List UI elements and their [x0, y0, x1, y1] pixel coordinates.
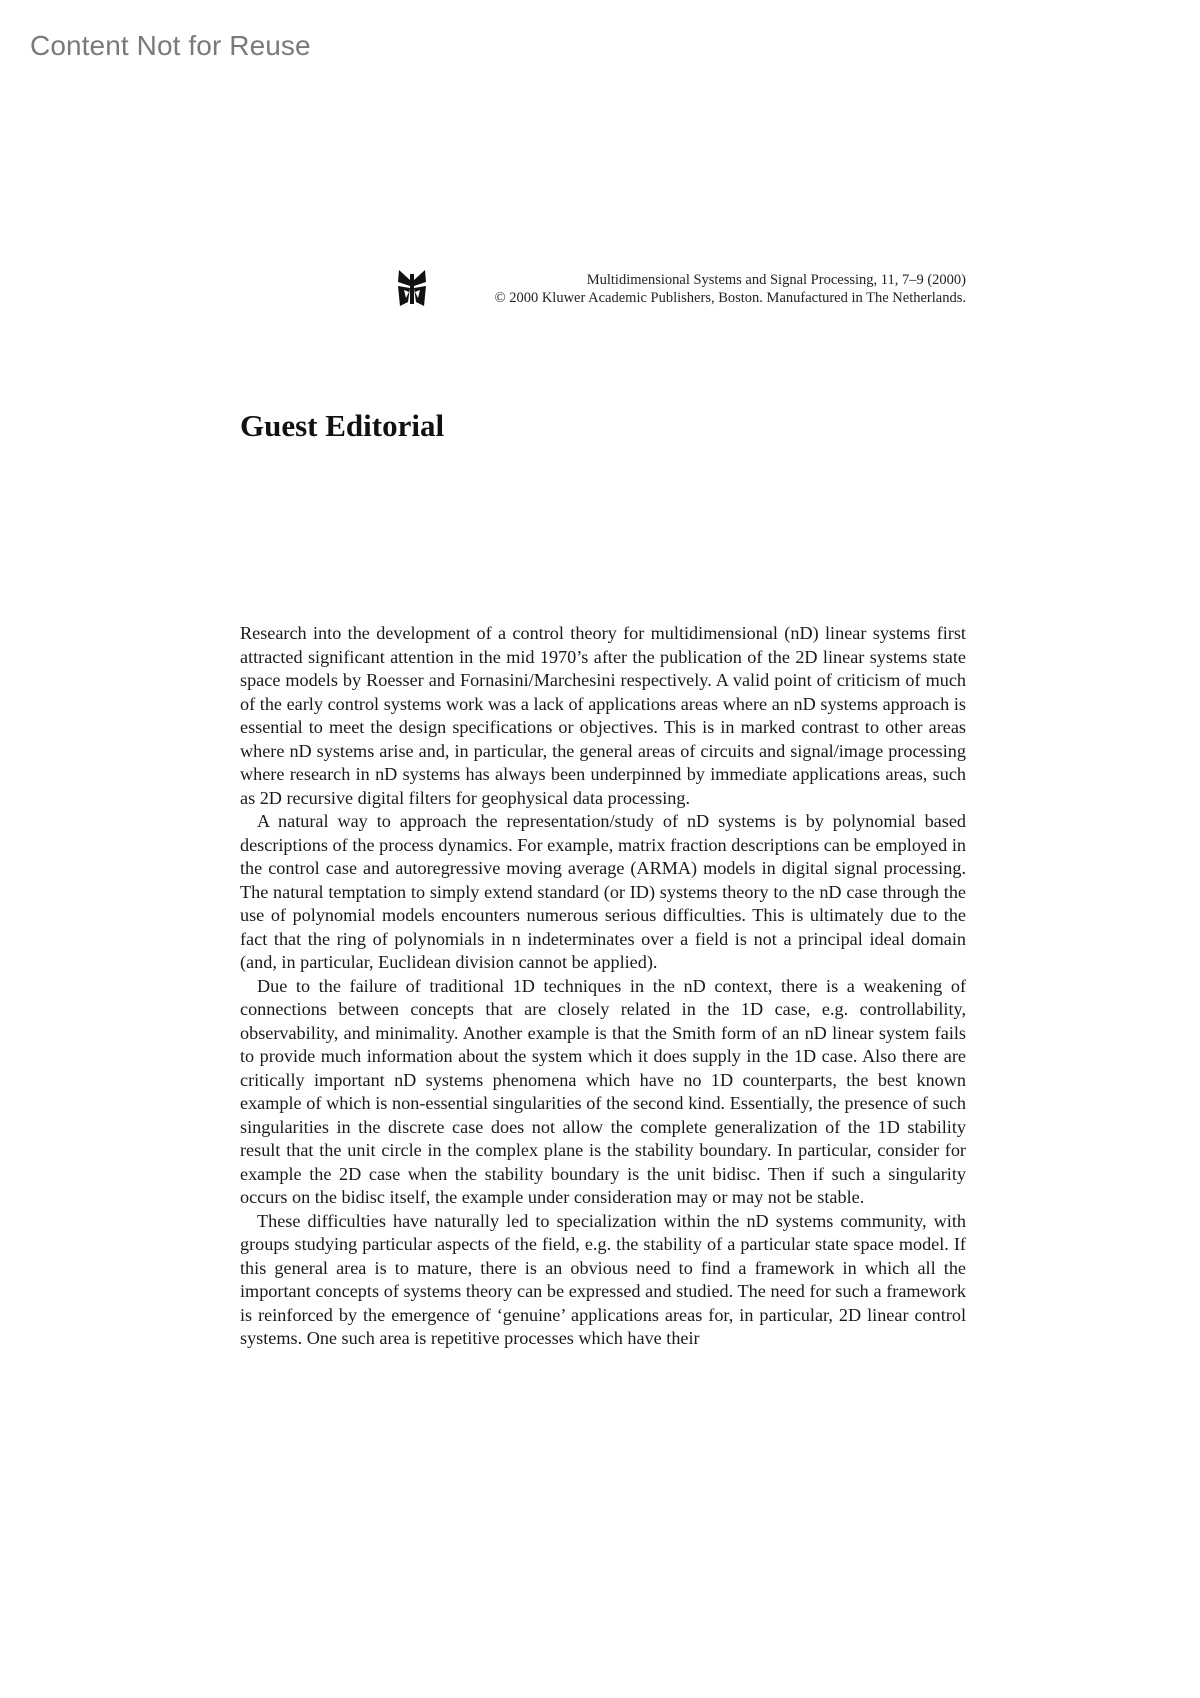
watermark: Content Not for Reuse: [30, 30, 311, 61]
article-body: [240, 622, 966, 1351]
paragraph-2: A natural way to approach the representation/study of nD systems is by polynomial based descriptions of the process dynamics. For example, matrix fraction descriptions can be employed in the control case and autoregressive moving average (ARMA) models in digital signal processing. The natural temptation to simply extend standard (or ID) systems theory to the nD case through the use of polynomial models encounters numerous serious difficulties. This is ultimately due to the fact that the ring of polynomials in n indeterminates over a field is not a principal ideal domain (and, in particular, Euclidean division cannot be applied).: [240, 811, 966, 972]
journal-citation: Multidimensional Systems and Signal Processing, 11, 7–9 (2000): [586, 272, 966, 288]
copyright-notice: © 2000 Kluwer Academic Publishers, Boston. Manufactured in The Netherlands.: [494, 290, 966, 306]
article-title: Guest Editorial: [240, 408, 445, 443]
paragraph-1: Research into the development of a control theory for multidimensional (nD) linear systems first attracted significant attention in the mid 1970’s after the publication of the 2D linear systems state space models by Roesser and Fornasini/Marchesini respectively. A valid point of criticism of much of the early control systems work was a lack of applications areas where an nD systems approach is essential to meet the design specifications or objectives. This is in marked contrast to other areas where nD systems arise and, in particular, the general areas of circuits and signal/image processing where research in nD systems has always been underpinned by immediate applications areas, such as 2D recursive digital filters for geophysical data processing.: [240, 623, 966, 808]
paragraph-3: Due to the failure of traditional 1D techniques in the nD context, there is a weakening of connections between concepts that are closely related in the 1D case, e.g. controllability, observability, and minimality. Another example is that the Smith form of an nD linear system fails to provide much information about the system which it does supply in the 1D case. Also there are critically important nD systems phenomena which have no 1D counterparts, the best known example of which is non-essential singularities of the second kind. Essentially, the presence of such singularities in the discrete case does not allow the complete generalization of the 1D stability result that the unit circle in the complex plane is the stability boundary. In particular, consider for example the 2D case when the stability boundary is the unit bidisc. Then if such a singularity occurs on the bidisc itself, the example under consideration may or may not be stable.: [240, 975, 966, 1207]
journal-header: [396, 268, 966, 308]
paragraph-4: These difficulties have naturally led to specialization within the nD systems community, with groups studying particular aspects of the field, e.g. the stability of a particular state space model. If this general area is to mature, there is an obvious need to find a framework in which all the important concepts of systems theory can be expressed and studied. The need for such a framework is reinforced by the emergence of ‘genuine’ applications areas for, in particular, 2D linear control systems. One such area is repetitive processes which have their: [240, 1210, 966, 1348]
kluwer-logo-icon: [396, 268, 428, 308]
